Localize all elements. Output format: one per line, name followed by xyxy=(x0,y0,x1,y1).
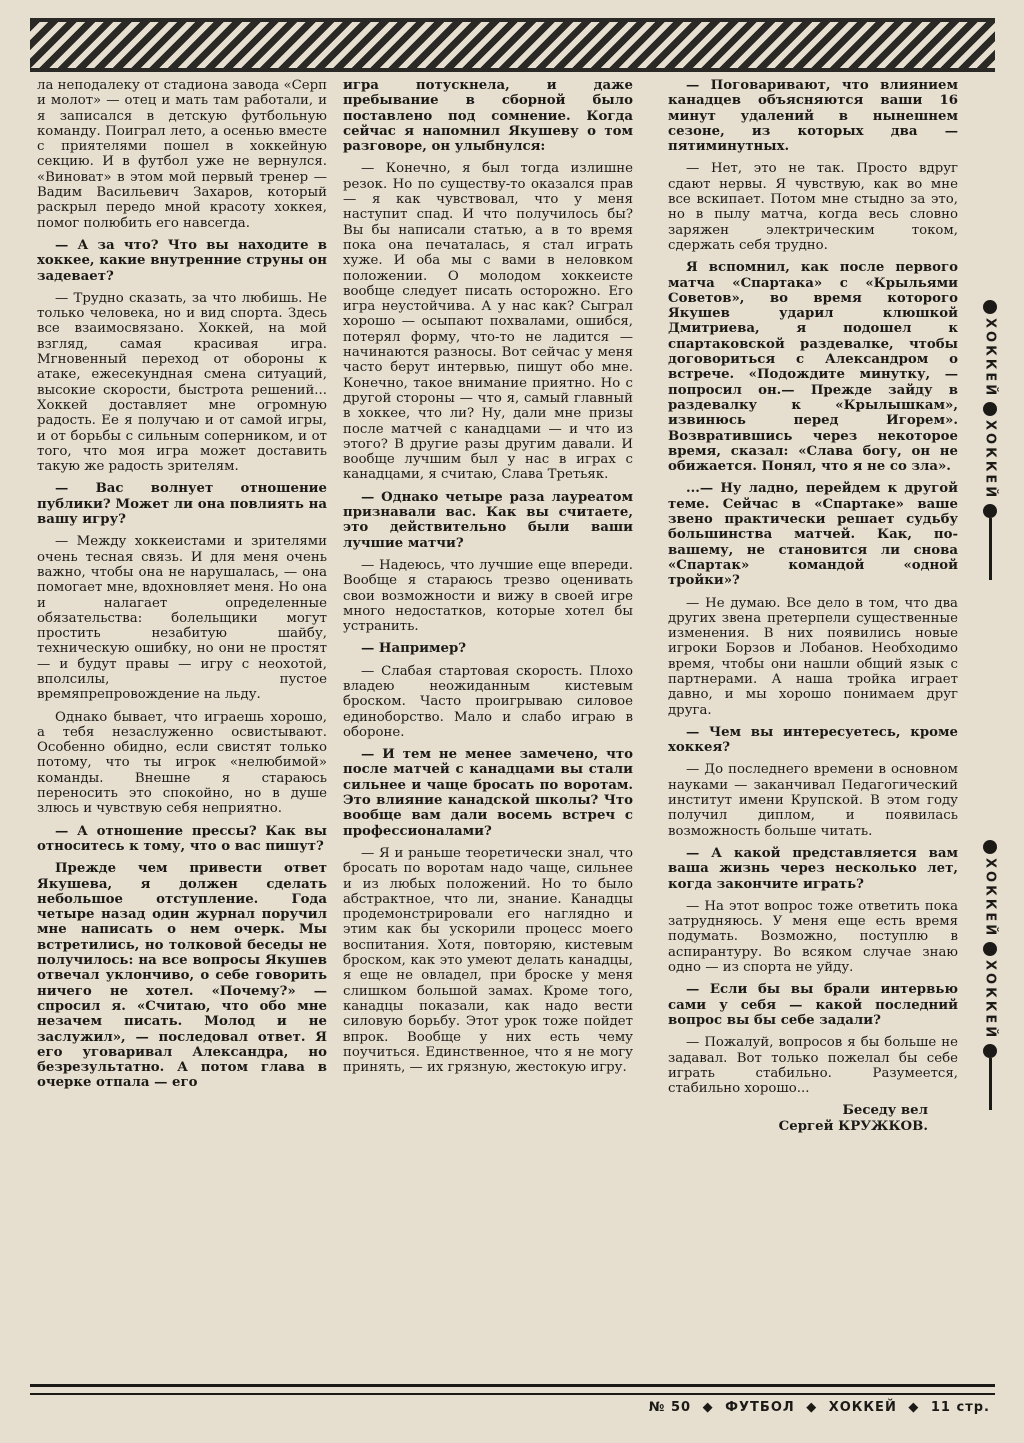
decorative-header-band xyxy=(30,18,995,72)
answer-paragraph: — Между хоккеистами и зрителями очень тесная связь. И для меня очень важно, чтобы она не нарушалась, — она помогает мне, вдохновляет меня. Но она и налагает определенные обязательства: болельщики могут простить незабитую шайбу, техническую ошибку, но они не простят — и будут правы — игру с неохотой, вполсилы, пустое времяпрепровождение на льду. xyxy=(37,534,327,703)
answer-paragraph: — Нет, это не так. Просто вдруг сдают нервы. Я чувствую, как во мне все вскипает. Потом мне стыдно за это, но в пылу матча, когда весь словно заряжен электрическим током, сдержать себя трудно. xyxy=(668,161,958,253)
diamond-icon: ◆ xyxy=(908,1400,920,1415)
article-column-1 xyxy=(37,78,327,1098)
answer-paragraph: Однако бывает, что играешь хорошо, а тебя незаслуженно освистывают. Особенно обидно, если свистят только потому, что ты игрок «нелюбимой» команды. Внешне я стараюсь переносить это спокойно, но в душе злюсь и чувствую себя неприятно. xyxy=(37,709,327,817)
rail-label: ХОККЕЙ xyxy=(982,858,998,939)
diamond-icon: ◆ xyxy=(702,1400,714,1415)
answer-paragraph: — Слабая стартовая скорость. Плохо владею неожиданным кистевым броском. Часто проигрываю силовое единоборство. Мало и слабо играю в обороне. xyxy=(343,663,633,740)
article-column-2 xyxy=(343,78,633,1082)
answer-paragraph: — Конечно, я был тогда излишне резок. Но по существу-то оказался прав — я как чувствовал, что у меня наступит спад. И что получилось бы? Вы бы написали статью, а в то время пока она печаталась, я стал играть хуже. И оба мы с вами в неловком положении. О молодом хоккеисте вообще следует писать осторожно. Его игра неустойчива. А у нас как? Сыграл хорошо — осыпают похвалами, ошибся, потерял форму, что-то не ладится — начинаются разносы. Вот сейчас у меня часто берут интервью, пишут обо мне. Конечно, такое внимание приятно. Но с другой стороны — что я, самый главный в хоккее, что ли? Ну, дали мне призы после матчей с канадцами — и что из этого? В другие разы другим давали. И вообще лучшим был у нас в играх с канадцами, я считаю, Слава Третьяк. xyxy=(343,161,633,483)
side-rail-upper xyxy=(979,300,1001,580)
article-column-3 xyxy=(668,78,958,1141)
column-3-paragraphs xyxy=(668,78,958,1096)
page-number: 11 стр. xyxy=(930,1400,990,1415)
answer-paragraph: — На этот вопрос тоже ответить пока затрудняюсь. У меня еще есть время подумать. Возможно, поступлю в аспирантуру. Во всяком случае знаю одно — из спорта не уйду. xyxy=(668,898,958,976)
question-paragraph: — Поговаривают, что влиянием канадцев объясняются ваши 16 минут удалений в нынешнем сезоне, из которых два — пятиминутных. xyxy=(668,78,958,155)
answer-paragraph: — Я и раньше теоретически знал, что бросать по воротам надо чаще, сильнее и из любых положений. Но то было абстрактное, что ли, знание. Канадцы продемонстрировали его наглядно и этим как бы ускорили процесс моего воспитания. Хотя, повторяю, кистевым броском, как это умеют делать канадцы, я еще не овладел, при броске у меня слишком большой замах. Кроме того, канадцы показали, как надо вести силовую борьбу. Этот урок тоже пойдет впрок. Вообще у них есть чему поучиться. Единственное, что я не могу принять, — их грязную, жестокую игру. xyxy=(343,845,633,1076)
signature-author: Сергей КРУЖКОВ. xyxy=(778,1118,928,1134)
rail-label: ХОККЕЙ xyxy=(982,420,998,501)
footer-rule xyxy=(30,1384,995,1395)
answer-paragraph: — Трудно сказать, за что любишь. Не только человека, но и вид спорта. Здесь все взаимосвязано. Хоккей, на мой взгляд, самая красивая игра. Мгновенный переход от обороны к атаке, ежесекундная смена ситуаций, высокие скорости, быстрота решений... Хоккей доставляет мне огромную радость. Ее я получаю и от самой игры, и от борьбы с сильным соперником, и от того, что моя игра может доставить такую же радость зрителям. xyxy=(37,290,327,475)
page-footer xyxy=(649,1400,990,1415)
answer-paragraph: — До последнего времени в основном науками — заканчивал Педагогический институт имени Крупской. В этом году получил диплом, и появилась возможность больше читать. xyxy=(668,762,958,839)
rail-dot-icon xyxy=(983,504,997,518)
answer-paragraph: — Не думаю. Все дело в том, что два других звена претерпели существенные изменения. В них появились новые игроки Борзов и Лобанов. Необходимо время, чтобы они нашли общий язык с партнерами. А наша тройка играет давно, и мы хорошо понимаем друг друга. xyxy=(668,595,958,718)
side-rail-lower xyxy=(979,840,1001,1110)
answer-paragraph: — Надеюсь, что лучшие еще впереди. Вообще я стараюсь трезво оценивать свои возможности и вижу в своей игре много недостатков, которые хотел бы устранить. xyxy=(343,557,633,635)
rail-dot-icon xyxy=(983,942,997,956)
rail-label: ХОККЕЙ xyxy=(982,960,998,1041)
question-paragraph: ...— Ну ладно, перейдем к другой теме. Сейчас в «Спартаке» ваше звено практически решает судьбу большинства матчей. Как, по-вашему, не становится ли снова «Спартак» командой «одной тройки»? xyxy=(668,481,958,589)
diamond-icon: ◆ xyxy=(806,1400,818,1415)
issue-number: № 50 xyxy=(648,1400,692,1415)
rail-line xyxy=(989,1058,992,1110)
question-paragraph: — Вас волнует отношение публики? Может ли она повлиять на вашу игру? xyxy=(37,481,327,528)
question-paragraph: Прежде чем привести ответ Якушева, я должен сделать небольшое отступление. Года четыре назад один журнал поручил мне написать о нем очерк. Мы встретились, но толковой беседы не получилось: на все вопросы Якушев отвечал уклончиво, о себе говорить ничего не хотел. «Почему?» — спросил я. «Считаю, что обо мне незачем писать. Молод и не заслужил», — последовал ответ. Я его уговаривал Александра, но безрезультатно. А потом глава в очерке отпала — его xyxy=(37,861,327,1091)
rail-dot-icon xyxy=(983,402,997,416)
answer-paragraph: ла неподалеку от стадиона завода «Серп и молот» — отец и мать там работали, и я записался в детскую футбольную команду. Поиграл лето, а осенью вместе с приятелями пошел в хоккейную секцию. И в футбол уже не вернулся. «Виноват» в этом мой первый тренер — Вадим Васильевич Захаров, который раскрыл передо мной красоту хоккея, помог полюбить его навсегда. xyxy=(37,78,327,231)
question-paragraph: игра потускнела, и даже пребывание в сборной было поставлено под сомнение. Когда сейчас я напомнил Якушеву о том разговоре, он улыбнулся: xyxy=(343,78,633,155)
publication-name-hockey: ХОККЕЙ xyxy=(828,1400,897,1415)
question-paragraph: — И тем не менее замечено, что после матчей с канадцами вы стали сильнее и чаще бросать по воротам. Это влияние канадской школы? Что вообще вам дали восемь встреч с профессионалами? xyxy=(343,747,633,839)
signature-intro: Беседу вел xyxy=(842,1103,928,1119)
question-paragraph: Я вспомнил, как после первого матча «Спартака» с «Крыльями Советов», во время которого Якушев ударил клюшкой Дмитриева, я подошел к спартаковской раздевалке, чтобы договориться с Александром о встрече. «Подождите минутку, — попросил он.— Прежде зайду в раздевалку к «Крылышкам», извинюсь перед Игорем». Возвратившись через некоторое время, сказал: «Слава богу, он не обижается. Понял, что я не со зла». xyxy=(668,260,958,475)
question-paragraph: — Чем вы интересуетесь, кроме хоккея? xyxy=(668,724,958,756)
author-signature xyxy=(668,1103,928,1134)
rail-dot-icon xyxy=(983,840,997,854)
rail-label: ХОККЕЙ xyxy=(982,318,998,399)
publication-name-football: ФУТБОЛ xyxy=(725,1400,795,1415)
rail-dot-icon xyxy=(983,1044,997,1058)
question-paragraph: — Например? xyxy=(361,641,467,657)
question-paragraph: — Если бы вы брали интервью сами у себя — какой последний вопрос вы бы себе задали? xyxy=(668,982,958,1028)
question-paragraph: — А отношение прессы? Как вы относитесь к тому, что о вас пишут? xyxy=(37,823,327,854)
question-paragraph: — А за что? Что вы находите в хоккее, какие внутренние струны он задевает? xyxy=(37,237,327,284)
question-paragraph: — Однако четыре раза лауреатом признавали вас. Как вы считаете, это действительно были ваши лучшие матчи? xyxy=(343,489,633,551)
rail-line xyxy=(989,518,992,580)
rail-dot-icon xyxy=(983,300,997,314)
question-paragraph: — А какой представляется вам ваша жизнь через несколько лет, когда закончите играть? xyxy=(668,845,958,892)
answer-paragraph: — Пожалуй, вопросов я бы больше не задавал. Вот только пожелал бы себе играть стабильно. Разумеется, стабильно хорошо... xyxy=(668,1035,958,1097)
